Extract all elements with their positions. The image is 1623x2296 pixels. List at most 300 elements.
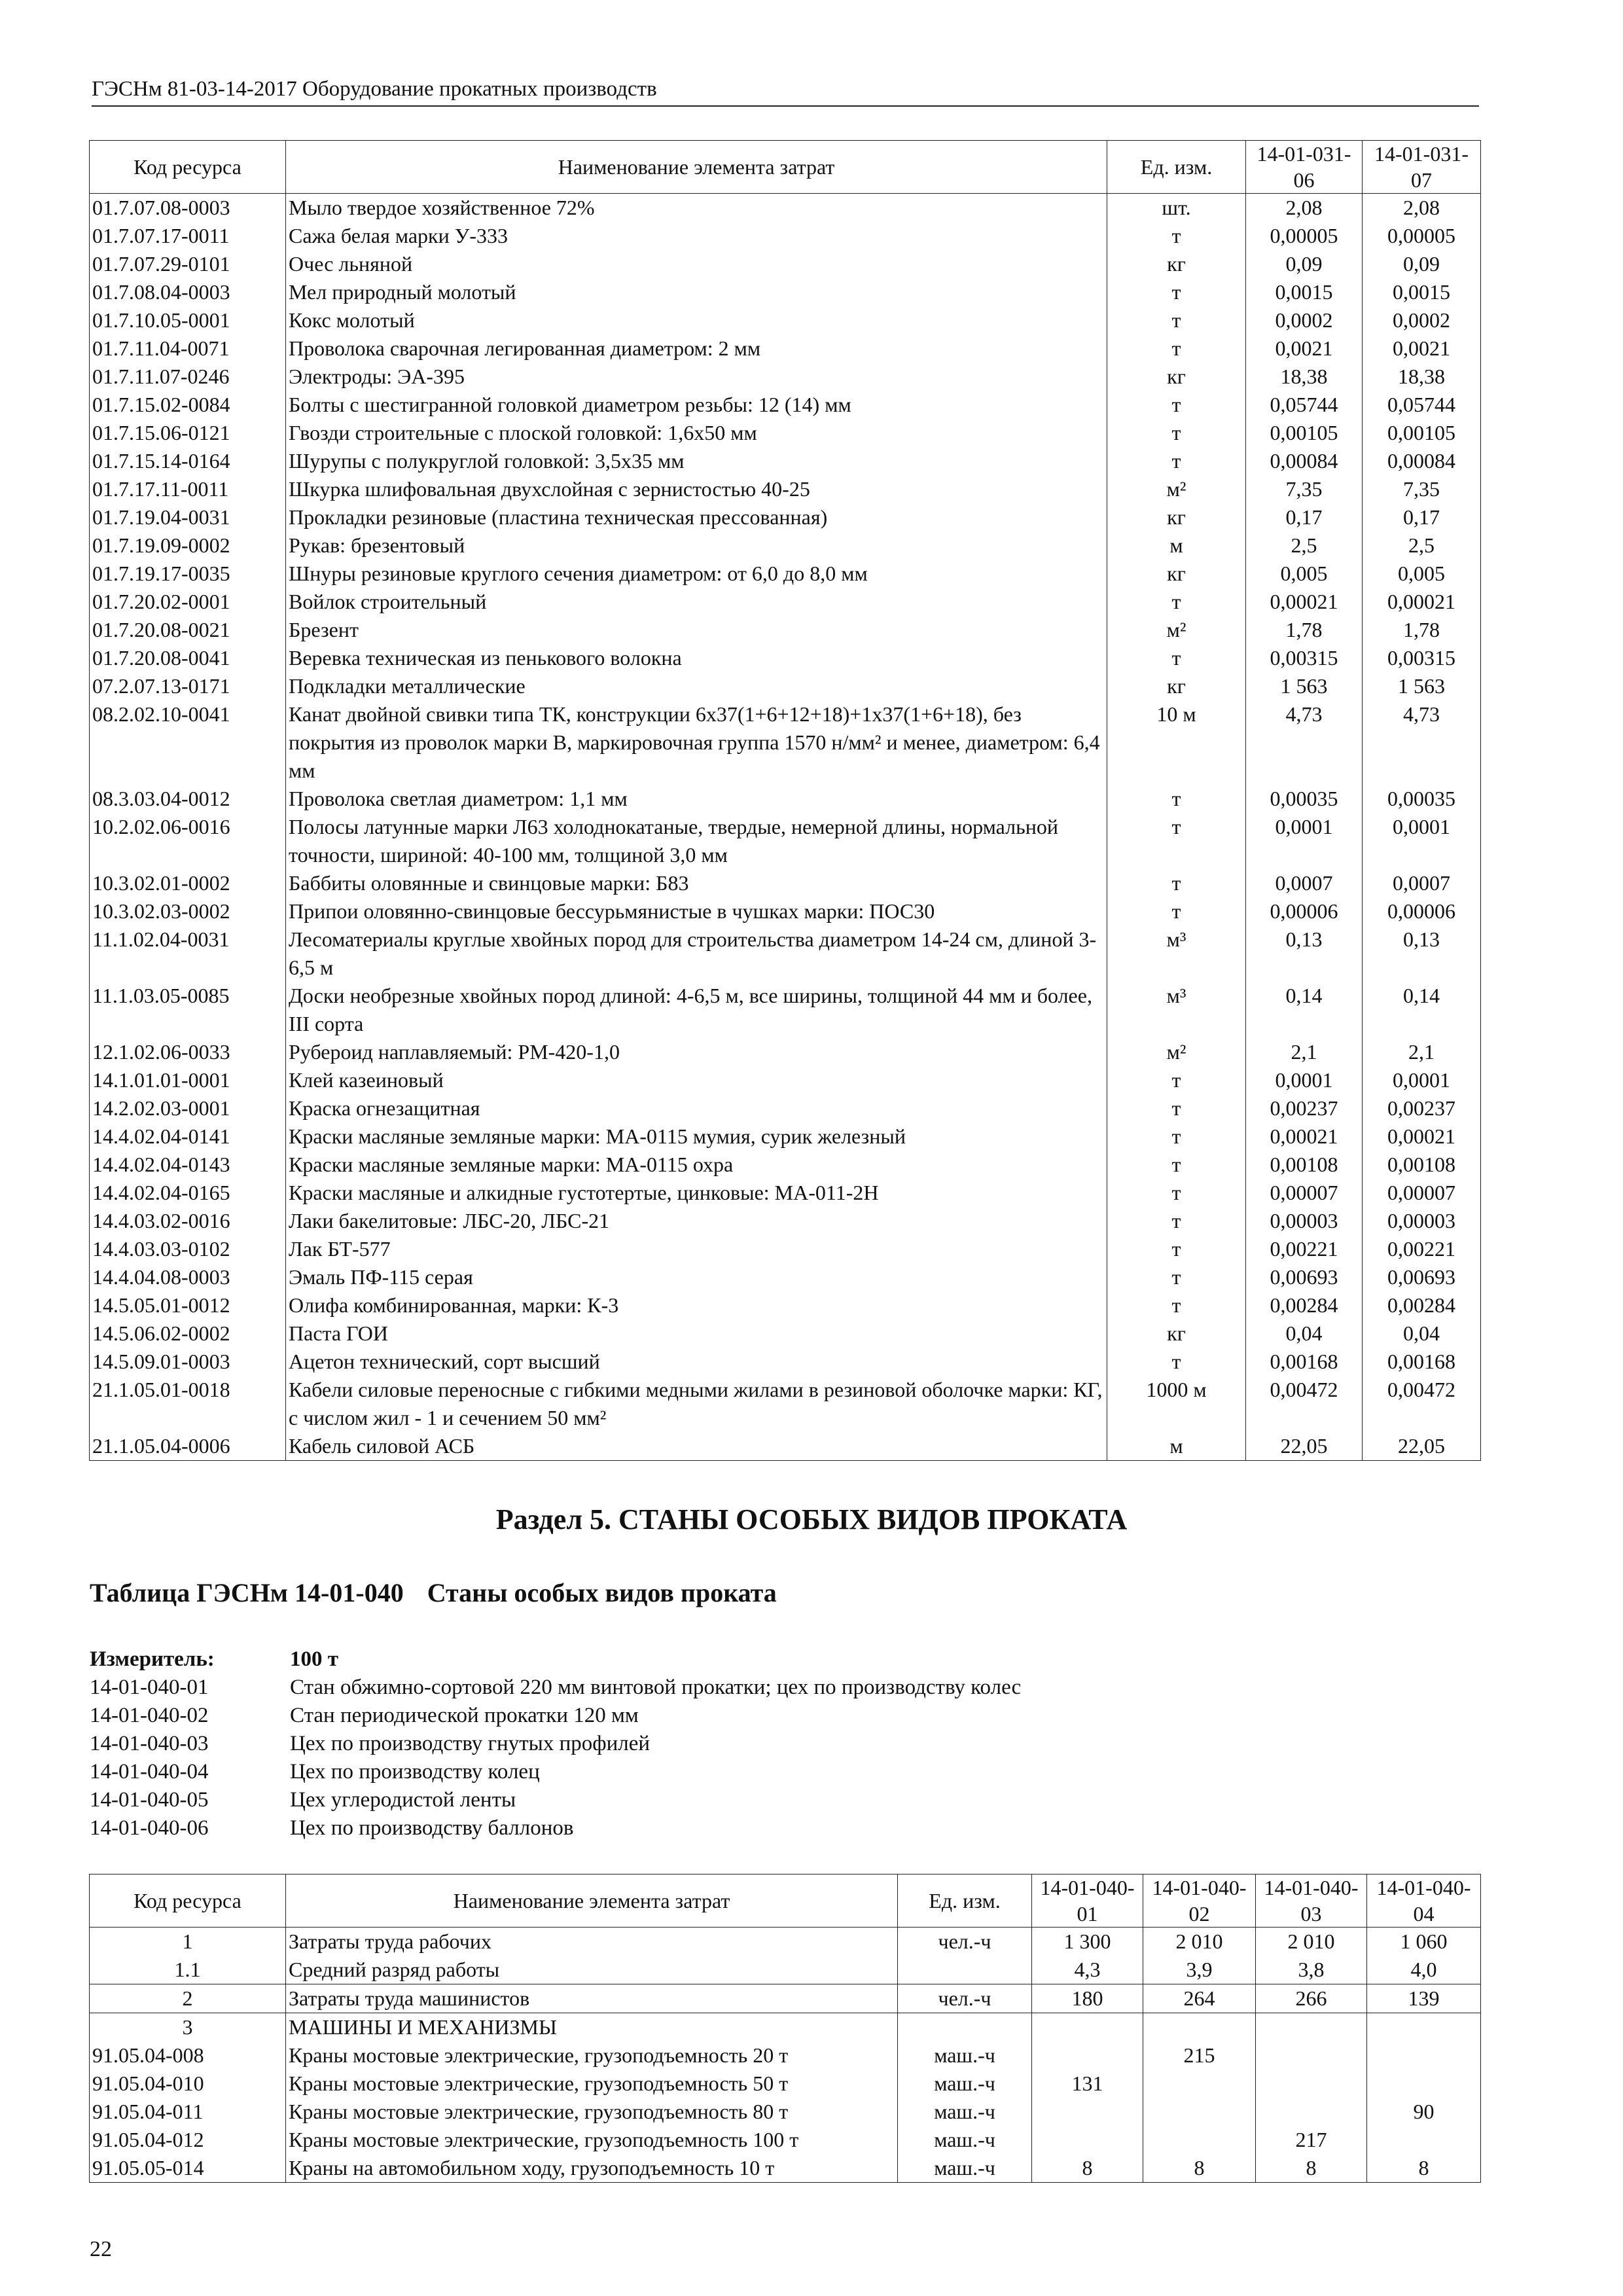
resource-code: 14.2.02.03-0001 xyxy=(90,1094,286,1122)
resource-value: 22,05 xyxy=(1246,1432,1363,1461)
resource-name: Болты с шестигранной головкой диаметром резьбы: 12 (14) мм xyxy=(286,391,1107,419)
resource-value: 2,08 xyxy=(1246,194,1363,223)
resource-name: Краны мостовые электрические, грузоподъемность 80 т xyxy=(286,2098,898,2126)
resource-name: Шнуры резиновые круглого сечения диаметром: от 6,0 до 8,0 мм xyxy=(286,560,1107,588)
table-row xyxy=(90,1066,1481,1094)
measure-item xyxy=(90,1674,1021,1702)
resource-value: 0,00035 xyxy=(1363,785,1481,813)
resource-value: 0,00237 xyxy=(1363,1094,1481,1122)
resource-unit: м² xyxy=(1107,616,1246,644)
resource-value: 0,00021 xyxy=(1363,1122,1481,1151)
resource-code: 08.3.03.04-0012 xyxy=(90,785,286,813)
table-row xyxy=(90,194,1481,223)
resource-unit: маш.-ч xyxy=(898,2154,1032,2183)
resource-unit: т xyxy=(1107,785,1246,813)
resource-unit: т xyxy=(1107,869,1246,897)
resource-name: Краны мостовые электрические, грузоподъемность 20 т xyxy=(286,2041,898,2070)
resource-value: 0,0007 xyxy=(1363,869,1481,897)
resource-unit: т xyxy=(1107,644,1246,672)
resource-unit: т xyxy=(1107,1263,1246,1291)
resource-code: 14.4.02.04-0165 xyxy=(90,1179,286,1207)
resource-value: 0,00315 xyxy=(1246,644,1363,672)
resource-value: 3,9 xyxy=(1143,1956,1256,1984)
resource-value: 1 563 xyxy=(1363,672,1481,700)
resource-code: 01.7.15.14-0164 xyxy=(90,447,286,475)
resource-unit: маш.-ч xyxy=(898,2041,1032,2070)
table-row xyxy=(90,1956,1481,1984)
resource-name: Олифа комбинированная, марки: К-3 xyxy=(286,1291,1107,1319)
resource-unit: т xyxy=(1107,1094,1246,1122)
resource-code: 01.7.15.02-0084 xyxy=(90,391,286,419)
resource-name: Краски масляные и алкидные густотертые, цинковые: МА-011-2Н xyxy=(286,1179,1107,1207)
resource-unit: кг xyxy=(1107,560,1246,588)
resource-name: Рубероид наплавляемый: РМ-420-1,0 xyxy=(286,1038,1107,1066)
resource-value: 0,13 xyxy=(1246,925,1363,982)
resource-name: Кабель силовой АСБ xyxy=(286,1432,1107,1461)
resource-value: 266 xyxy=(1256,1984,1367,2013)
col-header: 14-01-040-02 xyxy=(1143,1874,1256,1928)
resource-value: 0,00284 xyxy=(1363,1291,1481,1319)
measure-item xyxy=(90,1758,1021,1786)
table-row xyxy=(90,2126,1481,2154)
resource-value: 1 563 xyxy=(1246,672,1363,700)
resource-name: Кабели силовые переносные с гибкими медными жилами в резиновой оболочке марки: КГ, с числом жил - 1 и сечением 50 мм² xyxy=(286,1376,1107,1432)
resource-code: 11.1.02.04-0031 xyxy=(90,925,286,982)
resource-value: 0,00315 xyxy=(1363,644,1481,672)
resource-name: Мел природный молотый xyxy=(286,278,1107,306)
measure-code: 14-01-040-02 xyxy=(90,1704,209,1727)
table-row xyxy=(90,1122,1481,1151)
resource-value: 0,13 xyxy=(1363,925,1481,982)
measure-code: 14-01-040-03 xyxy=(90,1732,209,1755)
resource-code: 14.4.02.04-0143 xyxy=(90,1151,286,1179)
col-header: 14-01-040-01 xyxy=(1032,1874,1143,1928)
resource-name: Краска огнезащитная xyxy=(286,1094,1107,1122)
resource-value: 4,3 xyxy=(1032,1956,1143,1984)
resource-name: Сажа белая марки У-333 xyxy=(286,222,1107,250)
resource-code: 14.5.09.01-0003 xyxy=(90,1348,286,1376)
resource-code: 01.7.07.08-0003 xyxy=(90,194,286,223)
table-row xyxy=(90,925,1481,982)
resource-name: Затраты труда машинистов xyxy=(286,1984,898,2013)
resource-value: 1 060 xyxy=(1367,1928,1481,1956)
resource-value: 0,00006 xyxy=(1246,897,1363,925)
resource-code: 21.1.05.04-0006 xyxy=(90,1432,286,1461)
resource-name: Подкладки металлические xyxy=(286,672,1107,700)
resource-code: 08.2.02.10-0041 xyxy=(90,700,286,785)
resource-name: Лесоматериалы круглые хвойных пород для строительства диаметром 14-24 см, длиной 3-6,5 м xyxy=(286,925,1107,982)
resource-value: 1 300 xyxy=(1032,1928,1143,1956)
resource-value xyxy=(1367,2070,1481,2098)
resource-unit: т xyxy=(1107,1066,1246,1094)
resource-value: 8 xyxy=(1256,2154,1367,2183)
resource-value: 0,00108 xyxy=(1363,1151,1481,1179)
resource-code: 01.7.11.07-0246 xyxy=(90,363,286,391)
table-row xyxy=(90,363,1481,391)
resource-unit: м xyxy=(1107,1432,1246,1461)
table-row xyxy=(90,250,1481,278)
resource-value: 0,00005 xyxy=(1246,222,1363,250)
resource-value: 0,00284 xyxy=(1246,1291,1363,1319)
resource-code: 01.7.15.06-0121 xyxy=(90,419,286,447)
table-row xyxy=(90,503,1481,531)
col-header: 14-01-040-03 xyxy=(1256,1874,1367,1928)
table-row xyxy=(90,2154,1481,2183)
table-title-name: Станы особых видов проката xyxy=(427,1578,777,1607)
resource-value: 0,05744 xyxy=(1363,391,1481,419)
resource-unit: кг xyxy=(1107,1319,1246,1348)
resource-unit: т xyxy=(1107,334,1246,363)
resource-unit: кг xyxy=(1107,363,1246,391)
resource-unit: маш.-ч xyxy=(898,2126,1032,2154)
table-row xyxy=(90,334,1481,363)
resource-unit: т xyxy=(1107,391,1246,419)
resource-name: Доски необрезные хвойных пород длиной: 4-6,5 м, все ширины, толщиной 44 мм и более, III сорта xyxy=(286,982,1107,1038)
resource-value: 0,0001 xyxy=(1363,1066,1481,1094)
resource-code: 14.5.05.01-0012 xyxy=(90,1291,286,1319)
resource-code: 01.7.19.09-0002 xyxy=(90,531,286,560)
resource-value: 0,0001 xyxy=(1363,813,1481,869)
table-row xyxy=(90,1984,1481,2013)
resource-code: 01.7.19.17-0035 xyxy=(90,560,286,588)
resource-value: 3,8 xyxy=(1256,1956,1367,1984)
resource-value: 2,5 xyxy=(1363,531,1481,560)
resource-code: 01.7.10.05-0001 xyxy=(90,306,286,334)
section-title: Раздел 5. СТАНЫ ОСОБЫХ ВИДОВ ПРОКАТА xyxy=(495,1503,1128,1535)
resource-name: Веревка техническая из пенькового волокна xyxy=(286,644,1107,672)
measure-item xyxy=(90,1702,1021,1730)
resource-unit: т xyxy=(1107,588,1246,616)
resource-name: Лак БТ-577 xyxy=(286,1235,1107,1263)
resource-code: 14.1.01.01-0001 xyxy=(90,1066,286,1094)
col-header: 14-01-031-06 xyxy=(1246,141,1363,194)
resource-name: Шурупы с полукруглой головкой: 3,5х35 мм xyxy=(286,447,1107,475)
resource-value: 2,1 xyxy=(1363,1038,1481,1066)
resource-name: Краски масляные земляные марки: МА-0115 мумия, сурик железный xyxy=(286,1122,1107,1151)
resource-value: 264 xyxy=(1143,1984,1256,2013)
resource-unit: т xyxy=(1107,278,1246,306)
table-row xyxy=(90,588,1481,616)
table-row xyxy=(90,2041,1481,2070)
resources-table-031 xyxy=(89,140,1481,1461)
resource-value: 0,0021 xyxy=(1363,334,1481,363)
resource-value: 0,00084 xyxy=(1246,447,1363,475)
resource-value: 0,14 xyxy=(1363,982,1481,1038)
resource-value: 0,00108 xyxy=(1246,1151,1363,1179)
resource-name: Полосы латунные марки Л63 холоднокатаные, твердые, немерной длины, нормальной точности, шириной: 40-100 мм, толщиной 3,0 мм xyxy=(286,813,1107,869)
measure-code: 14-01-040-06 xyxy=(90,1816,209,1840)
table-row xyxy=(90,1319,1481,1348)
resource-code: 07.2.07.13-0171 xyxy=(90,672,286,700)
table-row xyxy=(90,1151,1481,1179)
resource-value: 0,00221 xyxy=(1246,1235,1363,1263)
table-row xyxy=(90,1179,1481,1207)
resource-unit: м² xyxy=(1107,475,1246,503)
resource-value: 2 010 xyxy=(1143,1928,1256,1956)
resource-value xyxy=(1256,2070,1367,2098)
resource-name: Кокс молотый xyxy=(286,306,1107,334)
resources-table-040 xyxy=(89,1874,1481,2183)
resource-value: 0,0007 xyxy=(1246,869,1363,897)
table-row xyxy=(90,306,1481,334)
resource-unit xyxy=(898,2013,1032,2042)
resource-value: 0,04 xyxy=(1363,1319,1481,1348)
table-title-label: Таблица ГЭСНм 14-01-040 xyxy=(90,1578,404,1607)
resource-value: 7,35 xyxy=(1363,475,1481,503)
resource-name: Электроды: ЭА-395 xyxy=(286,363,1107,391)
page-header: ГЭСНм 81-03-14-2017 Оборудование прокатных производств xyxy=(92,77,1479,107)
table-row xyxy=(90,278,1481,306)
resource-value: 18,38 xyxy=(1363,363,1481,391)
resource-value: 0,09 xyxy=(1246,250,1363,278)
resource-value xyxy=(1367,2013,1481,2042)
measure-text: Цех по производству гнутых профилей xyxy=(290,1732,651,1755)
resource-unit: маш.-ч xyxy=(898,2070,1032,2098)
resource-unit: т xyxy=(1107,1235,1246,1263)
resource-code: 14.4.04.08-0003 xyxy=(90,1263,286,1291)
resource-value: 1,78 xyxy=(1363,616,1481,644)
resource-unit: маш.-ч xyxy=(898,2098,1032,2126)
measure-label: Измеритель: xyxy=(90,1647,215,1671)
resource-code: 10.2.02.06-0016 xyxy=(90,813,286,869)
resource-code: 91.05.04-010 xyxy=(90,2070,286,2098)
resource-value: 0,17 xyxy=(1363,503,1481,531)
resource-value: 180 xyxy=(1032,1984,1143,2013)
resource-value: 0,0001 xyxy=(1246,813,1363,869)
resource-name: Краны мостовые электрические, грузоподъемность 100 т xyxy=(286,2126,898,2154)
resource-value: 0,05744 xyxy=(1246,391,1363,419)
table-row xyxy=(90,2070,1481,2098)
resource-code: 14.4.03.02-0016 xyxy=(90,1207,286,1235)
resource-value: 1,78 xyxy=(1246,616,1363,644)
resource-value xyxy=(1367,2041,1481,2070)
resource-name: Баббиты оловянные и свинцовые марки: Б83 xyxy=(286,869,1107,897)
resource-unit: м³ xyxy=(1107,982,1246,1038)
table-header-row xyxy=(90,1874,1481,1928)
resource-unit: т xyxy=(1107,1179,1246,1207)
resource-name: Проволока светлая диаметром: 1,1 мм xyxy=(286,785,1107,813)
resource-value: 0,0015 xyxy=(1246,278,1363,306)
resource-value xyxy=(1032,2013,1143,2042)
measure-text: Стан периодической прокатки 120 мм xyxy=(290,1704,639,1727)
resource-name: Средний разряд работы xyxy=(286,1956,898,1984)
resource-code: 3 xyxy=(90,2013,286,2042)
resource-value: 0,0015 xyxy=(1363,278,1481,306)
table-row xyxy=(90,813,1481,869)
table-row xyxy=(90,2013,1481,2042)
table-row xyxy=(90,869,1481,897)
resource-value: 215 xyxy=(1143,2041,1256,2070)
resource-value xyxy=(1143,2070,1256,2098)
resource-value: 22,05 xyxy=(1363,1432,1481,1461)
resource-name: Припои оловянно-свинцовые бессурьмянистые в чушках марки: ПОС30 xyxy=(286,897,1107,925)
resource-value xyxy=(1032,2126,1143,2154)
resource-code: 01.7.17.11-0011 xyxy=(90,475,286,503)
resource-code: 11.1.03.05-0085 xyxy=(90,982,286,1038)
table-row xyxy=(90,785,1481,813)
resource-unit: шт. xyxy=(1107,194,1246,223)
col-header: 14-01-040-04 xyxy=(1367,1874,1481,1928)
resource-code: 2 xyxy=(90,1984,286,2013)
resource-value: 0,00168 xyxy=(1363,1348,1481,1376)
resource-value: 0,0002 xyxy=(1246,306,1363,334)
resource-value: 0,00084 xyxy=(1363,447,1481,475)
resource-code: 91.05.05-014 xyxy=(90,2154,286,2183)
resource-unit: т xyxy=(1107,1291,1246,1319)
resource-name: Затраты труда рабочих xyxy=(286,1928,898,1956)
measures-block xyxy=(90,1645,1021,1842)
resource-code: 1 xyxy=(90,1928,286,1956)
resource-unit: т xyxy=(1107,1122,1246,1151)
resource-code: 12.1.02.06-0033 xyxy=(90,1038,286,1066)
resource-code: 91.05.04-011 xyxy=(90,2098,286,2126)
resource-value: 0,00021 xyxy=(1363,588,1481,616)
resource-value: 0,00693 xyxy=(1363,1263,1481,1291)
measure-code: 14-01-040-04 xyxy=(90,1760,209,1784)
table-row xyxy=(90,1928,1481,1956)
table-row xyxy=(90,447,1481,475)
resource-value xyxy=(1256,2041,1367,2070)
resource-code: 10.3.02.01-0002 xyxy=(90,869,286,897)
col-header: Код ресурса xyxy=(90,1874,286,1928)
table-row xyxy=(90,644,1481,672)
resource-name: Лаки бакелитовые: ЛБС-20, ЛБС-21 xyxy=(286,1207,1107,1235)
measure-text: Стан обжимно-сортовой 220 мм винтовой прокатки; цех по производству колес xyxy=(290,1676,1022,1699)
table-row xyxy=(90,1432,1481,1461)
measure-code: 14-01-040-05 xyxy=(90,1788,209,1812)
resource-value: 4,73 xyxy=(1363,700,1481,785)
resource-value: 0,09 xyxy=(1363,250,1481,278)
resource-value: 0,00003 xyxy=(1246,1207,1363,1235)
resource-value xyxy=(1143,2126,1256,2154)
resource-name: Гвозди строительные с плоской головкой: 1,6х50 мм xyxy=(286,419,1107,447)
resource-value: 2 010 xyxy=(1256,1928,1367,1956)
resource-value: 0,005 xyxy=(1363,560,1481,588)
resource-code: 14.4.02.04-0141 xyxy=(90,1122,286,1151)
resource-value: 0,00007 xyxy=(1246,1179,1363,1207)
resource-unit: кг xyxy=(1107,503,1246,531)
table-row xyxy=(90,982,1481,1038)
table-row xyxy=(90,1207,1481,1235)
table-row xyxy=(90,1263,1481,1291)
resource-value: 4,0 xyxy=(1367,1956,1481,1984)
resource-name: Шкурка шлифовальная двухслойная с зернистостью 40-25 xyxy=(286,475,1107,503)
table-title xyxy=(90,1577,777,1608)
resource-name: Клей казеиновый xyxy=(286,1066,1107,1094)
resource-unit: т xyxy=(1107,1151,1246,1179)
resource-name: Паста ГОИ xyxy=(286,1319,1107,1348)
resource-code: 01.7.08.04-0003 xyxy=(90,278,286,306)
resource-name: Краны на автомобильном ходу, грузоподъемность 10 т xyxy=(286,2154,898,2183)
resource-name: Эмаль ПФ-115 серая xyxy=(286,1263,1107,1291)
resource-value: 90 xyxy=(1367,2098,1481,2126)
table-row xyxy=(90,2098,1481,2126)
measure-text: Цех по производству колец xyxy=(290,1760,540,1784)
resource-value: 0,0001 xyxy=(1246,1066,1363,1094)
table-row xyxy=(90,1348,1481,1376)
resource-value: 0,00007 xyxy=(1363,1179,1481,1207)
resource-value: 2,5 xyxy=(1246,531,1363,560)
resource-value: 0,00006 xyxy=(1363,897,1481,925)
page-number: 22 xyxy=(90,2237,112,2261)
table-row xyxy=(90,672,1481,700)
resource-value: 8 xyxy=(1367,2154,1481,2183)
table-row xyxy=(90,531,1481,560)
measure-text: Цех по производству баллонов xyxy=(290,1816,574,1840)
resource-value: 0,0021 xyxy=(1246,334,1363,363)
resource-value: 18,38 xyxy=(1246,363,1363,391)
resource-code: 14.5.06.02-0002 xyxy=(90,1319,286,1348)
resource-unit: т xyxy=(1107,419,1246,447)
resource-value: 0,14 xyxy=(1246,982,1363,1038)
resource-name: Войлок строительный xyxy=(286,588,1107,616)
resource-code: 21.1.05.01-0018 xyxy=(90,1376,286,1432)
resource-code: 14.4.03.03-0102 xyxy=(90,1235,286,1263)
resource-name: Проволока сварочная легированная диаметром: 2 мм xyxy=(286,334,1107,363)
resource-name: Брезент xyxy=(286,616,1107,644)
measure-text: Цех углеродистой ленты xyxy=(290,1788,516,1812)
resource-unit: чел.-ч xyxy=(898,1928,1032,1956)
measure-item xyxy=(90,1814,1021,1842)
resource-unit: т xyxy=(1107,306,1246,334)
resource-value xyxy=(1032,2041,1143,2070)
resource-unit: м² xyxy=(1107,1038,1246,1066)
col-header: Код ресурса xyxy=(90,141,286,194)
resource-value: 0,00237 xyxy=(1246,1094,1363,1122)
resource-unit: кг xyxy=(1107,672,1246,700)
resource-name: МАШИНЫ И МЕХАНИЗМЫ xyxy=(286,2013,898,2042)
resource-unit: м³ xyxy=(1107,925,1246,982)
table-row xyxy=(90,391,1481,419)
table-row xyxy=(90,222,1481,250)
table-row xyxy=(90,1094,1481,1122)
resource-unit: чел.-ч xyxy=(898,1984,1032,2013)
resource-value: 0,00005 xyxy=(1363,222,1481,250)
resource-code: 01.7.20.08-0021 xyxy=(90,616,286,644)
resource-unit: т xyxy=(1107,813,1246,869)
resource-value: 8 xyxy=(1143,2154,1256,2183)
resource-value: 0,00021 xyxy=(1246,588,1363,616)
resource-code: 91.05.04-008 xyxy=(90,2041,286,2070)
resource-value: 0,00472 xyxy=(1246,1376,1363,1432)
resource-value: 139 xyxy=(1367,1984,1481,2013)
resource-value: 0,00221 xyxy=(1363,1235,1481,1263)
resource-code: 01.7.20.02-0001 xyxy=(90,588,286,616)
resource-name: Ацетон технический, сорт высший xyxy=(286,1348,1107,1376)
resource-code: 91.05.04-012 xyxy=(90,2126,286,2154)
resource-code: 01.7.07.29-0101 xyxy=(90,250,286,278)
resource-value xyxy=(1367,2126,1481,2154)
table-row xyxy=(90,419,1481,447)
resource-value: 2,1 xyxy=(1246,1038,1363,1066)
table-row xyxy=(90,475,1481,503)
resource-unit: т xyxy=(1107,222,1246,250)
resource-value: 0,04 xyxy=(1246,1319,1363,1348)
resource-code: 01.7.07.17-0011 xyxy=(90,222,286,250)
resource-value: 0,0002 xyxy=(1363,306,1481,334)
col-header: Ед. изм. xyxy=(1107,141,1246,194)
resource-unit: т xyxy=(1107,1207,1246,1235)
resource-value xyxy=(1032,2098,1143,2126)
resource-value: 131 xyxy=(1032,2070,1143,2098)
resource-name: Канат двойной свивки типа ТК, конструкции 6х37(1+6+12+18)+1х37(1+6+18), без покрытия из проволок марки В, маркировочная группа 1570 н/мм² и менее, диаметром: 6,4 мм xyxy=(286,700,1107,785)
col-header: Ед. изм. xyxy=(898,1874,1032,1928)
resource-value: 8 xyxy=(1032,2154,1143,2183)
table-row xyxy=(90,616,1481,644)
table-row xyxy=(90,897,1481,925)
resource-value: 4,73 xyxy=(1246,700,1363,785)
resource-value xyxy=(1256,2098,1367,2126)
